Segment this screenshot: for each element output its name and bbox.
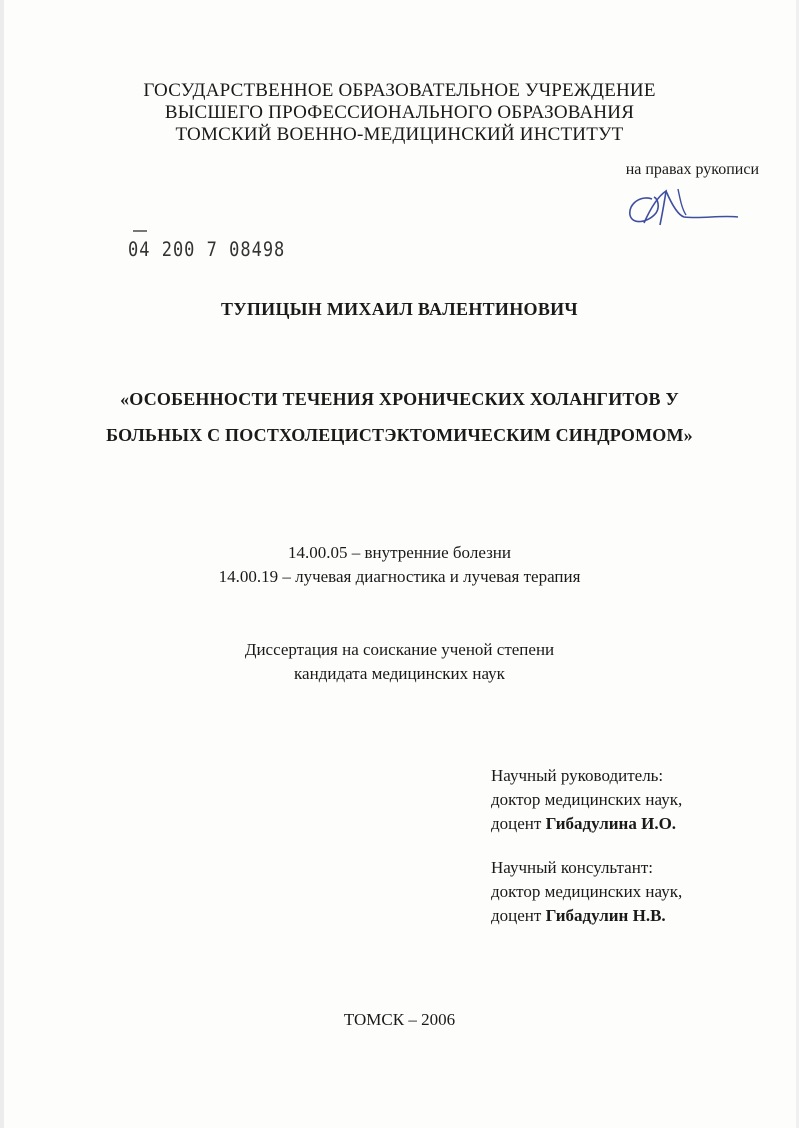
consultant-degree: доктор медицинских наук, (491, 882, 683, 901)
registration-stamp-number: 04 200 7 08498 (128, 238, 286, 262)
consultant-line (491, 904, 682, 928)
supervisor-block (491, 764, 682, 836)
supervisor-role: Научный руководитель: (491, 766, 664, 785)
supervisor-line (491, 812, 682, 836)
title-line-1: «ОСОБЕННОСТИ ТЕЧЕНИЯ ХРОНИЧЕСКИХ ХОЛАНГИТОВ У (120, 389, 679, 409)
dissertation-title (0, 381, 799, 453)
title-line-2: БОЛЬНЫХ С ПОСТХОЛЕЦИСТЭКТОМИЧЕСКИМ СИНДРОМОМ» (106, 425, 693, 445)
consultant-title: доцент (491, 906, 542, 925)
degree-line-1: Диссертация на соискание ученой степени (244, 640, 555, 659)
consultant-block (491, 856, 682, 928)
specialty-1: 14.00.05 – внутренние болезни (288, 543, 511, 562)
institution-line-1: ГОСУДАРСТВЕННОЕ ОБРАЗОВАТЕЛЬНОЕ УЧРЕЖДЕНИЕ (143, 80, 656, 101)
degree-line-2: кандидата медицинских наук (294, 664, 505, 683)
specialty-codes (0, 541, 799, 589)
specialty-2: 14.00.19 – лучевая диагностика и лучевая терапия (218, 567, 581, 586)
author-name: ТУПИЦЫН МИХАИЛ ВАЛЕНТИНОВИЧ (221, 299, 578, 319)
degree-statement (0, 638, 799, 686)
stamp-mark (133, 230, 147, 232)
city-year: ТОМСК – 2006 (343, 1010, 456, 1029)
consultant-name: Гибадулин Н.В. (545, 906, 666, 925)
institution-line-3: ТОМСКИЙ ВОЕННО-МЕДИЦИНСКИЙ ИНСТИТУТ (175, 124, 624, 145)
manuscript-rights-note: на правах рукописи (625, 161, 759, 178)
supervisor-degree: доктор медицинских наук, (491, 790, 683, 809)
consultant-role: Научный консультант: (491, 858, 653, 877)
institution-line-2: ВЫСШЕГО ПРОФЕССИОНАЛЬНОГО ОБРАЗОВАНИЯ (164, 102, 635, 123)
supervisor-name: Гибадулина И.О. (545, 814, 677, 833)
handwritten-signature (622, 185, 742, 235)
institution-header (0, 80, 799, 146)
supervisor-title: доцент (491, 814, 542, 833)
